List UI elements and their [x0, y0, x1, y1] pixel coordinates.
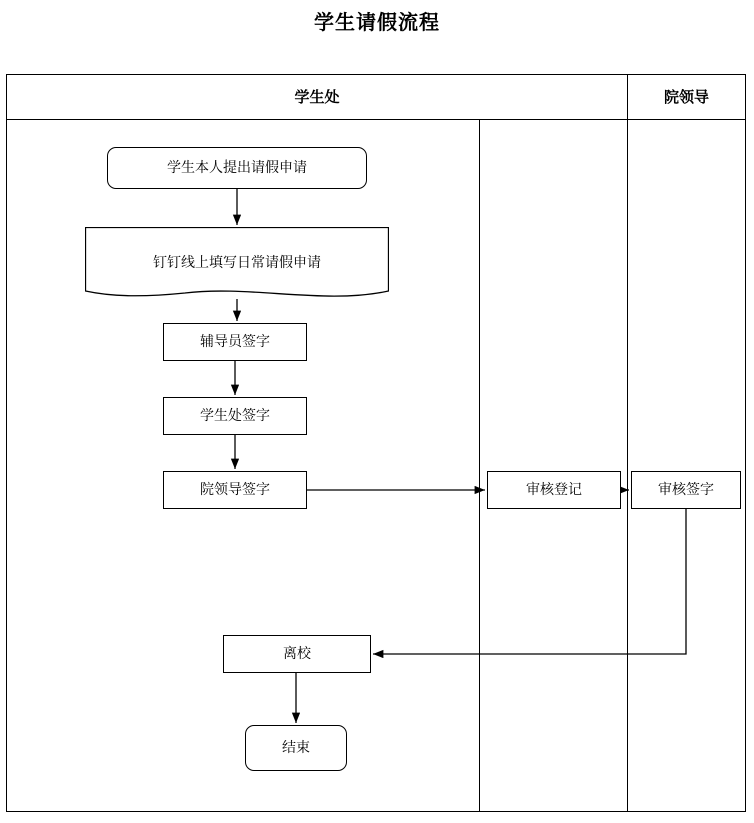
node-counselor-label: 辅导员签字 — [200, 333, 270, 350]
node-office-label: 学生处签字 — [200, 407, 270, 424]
lane-divider-middle — [479, 120, 480, 811]
lane-header-leaders: 院领导 — [627, 75, 745, 120]
node-sign[interactable] — [631, 471, 741, 509]
node-apply[interactable] — [107, 147, 367, 189]
flowchart-canvas — [6, 74, 746, 812]
node-counselor[interactable] — [163, 323, 307, 361]
page-title: 学生请假流程 — [314, 10, 440, 34]
node-apply-label: 学生本人提出请假申请 — [167, 159, 307, 176]
node-dingtalk[interactable] — [85, 227, 389, 299]
lane-divider-leaders — [627, 120, 628, 811]
node-register[interactable] — [487, 471, 621, 509]
node-register-label: 审核登记 — [526, 481, 582, 498]
node-leader-label: 院领导签字 — [200, 481, 270, 498]
node-end[interactable] — [245, 725, 347, 771]
node-dingtalk-label: 钉钉线上填写日常请假申请 — [153, 254, 321, 271]
node-leave-label: 离校 — [283, 645, 311, 662]
node-leave[interactable] — [223, 635, 371, 673]
node-end-label: 结束 — [282, 739, 310, 756]
node-sign-label: 审核签字 — [658, 481, 714, 498]
lane-header-students: 学生处 — [7, 75, 627, 120]
node-office[interactable] — [163, 397, 307, 435]
node-leader[interactable] — [163, 471, 307, 509]
